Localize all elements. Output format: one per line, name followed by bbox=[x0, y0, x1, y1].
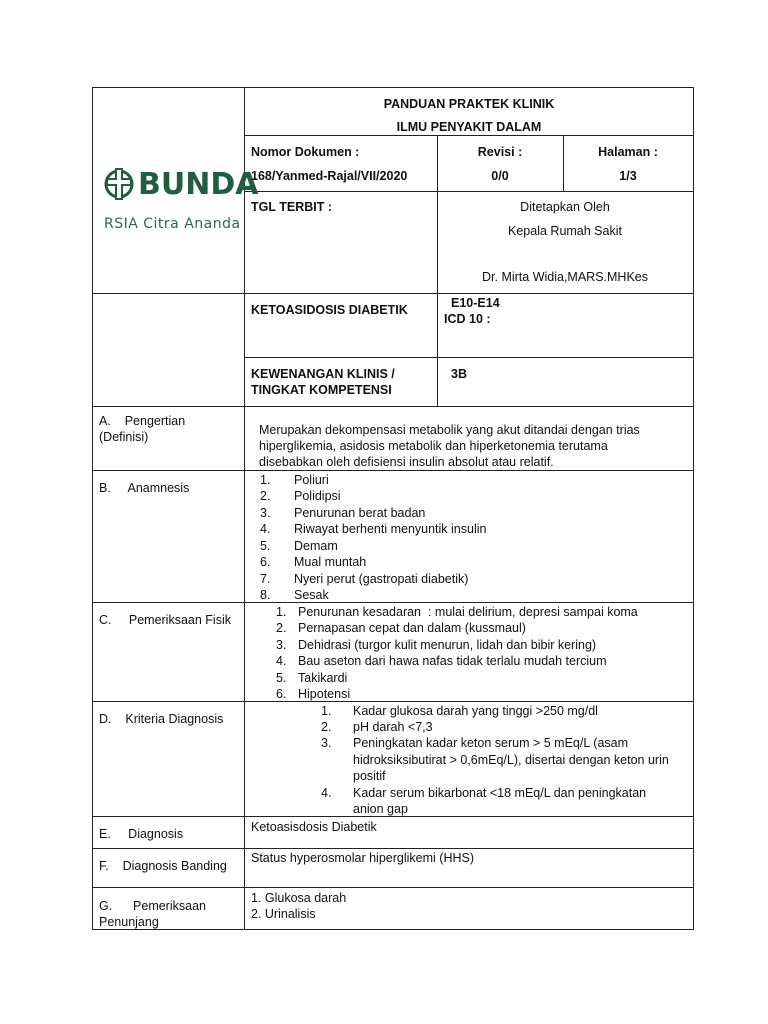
revision-value: 0/0 bbox=[491, 169, 509, 183]
list-item: Penurunan berat badan bbox=[294, 506, 426, 520]
medical-cross-icon bbox=[103, 166, 135, 202]
list-item-number: 2. bbox=[260, 489, 271, 503]
list-item: Mual muntah bbox=[294, 555, 367, 569]
diagnosis-value: Ketoasisdosis Diabetik bbox=[251, 820, 377, 834]
list-item: Nyeri perut (gastropati diabetik) bbox=[294, 572, 469, 586]
doc-number-label: Nomor Dokumen : bbox=[251, 145, 360, 159]
list-item-number: 2. bbox=[321, 720, 332, 734]
list-item-number: 1. bbox=[321, 704, 332, 718]
section-f-label: F. Diagnosis Banding bbox=[99, 859, 227, 873]
list-item: Polidipsi bbox=[294, 489, 341, 503]
icd-label: ICD 10 : bbox=[444, 312, 491, 326]
list-item: Poliuri bbox=[294, 473, 329, 487]
list-item-number: 1. bbox=[276, 605, 287, 619]
list-item-number: 5. bbox=[260, 539, 271, 553]
definition-line: hiperglikemia, asidosis metabolik dan hiperketonemia terutama bbox=[259, 439, 608, 453]
section-g-label-line1: G. Pemeriksaan bbox=[99, 899, 206, 913]
page-value: 1/3 bbox=[619, 169, 637, 183]
section-c-label: C. Pemeriksaan Fisik bbox=[99, 613, 231, 627]
list-item-number: 4. bbox=[276, 654, 287, 668]
hospital-head: Kepala Rumah Sakit bbox=[508, 224, 622, 238]
differential-diagnosis-value: Status hyperosmolar hiperglikemi (HHS) bbox=[251, 851, 474, 865]
issue-date-label: TGL TERBIT : bbox=[251, 200, 333, 214]
doc-title-line1: PANDUAN PRAKTEK KLINIK bbox=[383, 97, 555, 111]
list-item: Dehidrasi (turgor kulit menurun, lidah dan bibir kering) bbox=[298, 638, 597, 652]
list-item: anion gap bbox=[353, 802, 408, 816]
list-item: Kadar glukosa darah yang tinggi >250 mg/dl bbox=[353, 704, 598, 718]
list-item-number: 5. bbox=[276, 671, 287, 685]
icd-code: E10-E14 bbox=[451, 296, 500, 310]
list-item: Demam bbox=[294, 539, 338, 553]
competence-label-line1: KEWENANGAN KLINIS / bbox=[251, 367, 395, 381]
list-item-number: 3. bbox=[276, 638, 287, 652]
section-d-label: D. Kriteria Diagnosis bbox=[99, 712, 224, 726]
section-e-label: E. Diagnosis bbox=[99, 827, 184, 841]
list-item: Bau aseton dari hawa nafas tidak terlalu mudah tercium bbox=[298, 654, 607, 668]
section-g-label-line2: Penunjang bbox=[99, 915, 159, 929]
topic-name: KETOASIDOSIS DIABETIK bbox=[251, 303, 408, 317]
revision-label: Revisi : bbox=[477, 145, 523, 159]
list-item: positif bbox=[353, 769, 386, 783]
list-item-number: 6. bbox=[260, 555, 271, 569]
established-by: Ditetapkan Oleh bbox=[520, 200, 610, 214]
list-item: Pernapasan cepat dan dalam (kussmaul) bbox=[298, 621, 526, 635]
list-item-number: 3. bbox=[260, 506, 271, 520]
list-item: Kadar serum bikarbonat <18 mEq/L dan peningkatan bbox=[353, 786, 647, 800]
logo-wordmark: BUNDA bbox=[138, 167, 259, 202]
list-item: Sesak bbox=[294, 588, 329, 602]
section-a-label-line2: (Definisi) bbox=[99, 430, 149, 444]
doc-title-line2: ILMU PENYAKIT DALAM bbox=[396, 120, 542, 134]
list-item: Penurunan kesadaran : mulai delirium, depresi sampai koma bbox=[298, 605, 638, 619]
definition-line: Merupakan dekompensasi metabolik yang akut ditandai dengan trias bbox=[259, 423, 640, 437]
list-item: Riwayat berhenti menyuntik insulin bbox=[294, 522, 487, 536]
competence-value: 3B bbox=[451, 367, 467, 381]
definition-line: disebabkan oleh defisiensi insulin absolut atau relatif. bbox=[259, 455, 554, 469]
list-item-number: 2. bbox=[276, 621, 287, 635]
list-item-number: 4. bbox=[321, 786, 332, 800]
list-item-number: 3. bbox=[321, 736, 332, 750]
list-item: hidroksiksibutirat > 0,6mEq/L), disertai dengan keton urin bbox=[353, 753, 669, 767]
list-item-number: 4. bbox=[260, 522, 271, 536]
competence-label-line2: TINGKAT KOMPETENSI bbox=[251, 383, 392, 397]
list-item-number: 7. bbox=[260, 572, 271, 586]
section-a-label-line1: A. Pengertian bbox=[99, 414, 186, 428]
list-item: Hipotensi bbox=[298, 687, 351, 701]
list-item-number: 8. bbox=[260, 588, 271, 602]
list-item: Takikardi bbox=[298, 671, 348, 685]
supporting-exam-item: 1. Glukosa darah bbox=[251, 891, 347, 905]
supporting-exam-item: 2. Urinalisis bbox=[251, 907, 316, 921]
list-item: pH darah <7,3 bbox=[353, 720, 433, 734]
page-label: Halaman : bbox=[598, 145, 658, 159]
list-item-number: 1. bbox=[260, 473, 271, 487]
section-b-label: B. Anamnesis bbox=[99, 481, 190, 495]
doc-number-value: 168/Yanmed-Rajal/VII/2020 bbox=[251, 169, 408, 183]
list-item-number: 6. bbox=[276, 687, 287, 701]
signer-name: Dr. Mirta Widia,MARS.MHKes bbox=[482, 270, 648, 284]
logo-subtitle: RSIA Citra Ananda bbox=[104, 216, 241, 232]
list-item: Peningkatan kadar keton serum > 5 mEq/L (asam bbox=[353, 736, 629, 750]
